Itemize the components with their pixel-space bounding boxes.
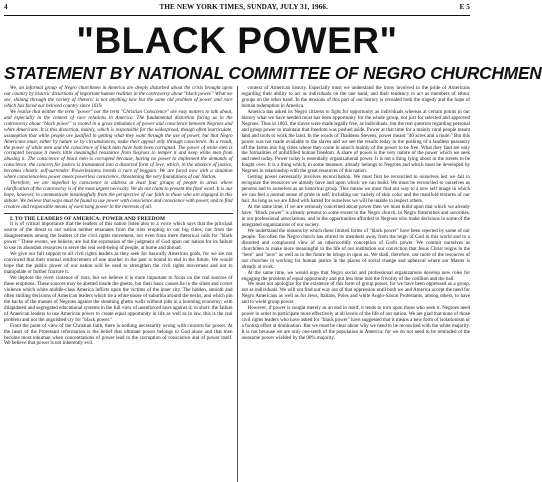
body-paragraph: From the point of view of the Christian faith, there is nothing necessarily wrong with concern for power. At the heart of the Protestant reformation is the belief that ultimate power belongs to God alone and that men become most inhuman when concentrations of power lead to the corruption of conscience and of power itself. We believe that power is not inherently evil. bbox=[4, 322, 233, 347]
headline-subtitle: STATEMENT BY NATIONAL COMMITTEE OF NEGRO CHURCHMEN bbox=[4, 63, 542, 83]
body-paragraph: We must not apologize for the existence of this form of group power, for we have been oppressed as a group, not as individuals. We will not find our way out of that oppression until both we and America accept the need for Negro Americans as well as for Jews, Italians, Poles and white Anglo-Saxon Protestants, among others, to have and to wield group power. bbox=[241, 281, 470, 306]
body-paragraph: We give our full support to all civil rights leaders as they seek for basically American goals, for we are not convinced that their mutual reinforcement of one another in the past is bound to end in the future. We would hope that the public power of our nation will be used to strengthen the civil rights movement and not to manipulate or further fracture it. bbox=[4, 251, 233, 276]
body-paragraph: context of American history. Especially must we understand the irony involved in the pride of Americans regarding their ability to act as individuals on the one hand, and their tendency to act as members of ethnic groups on the other hand. In the tensions of this part of our history is revealed both the tragedy and the hope of human redemption in America. bbox=[241, 85, 470, 109]
body-paragraph: At the same time, if we are seriously concerned about power then we must build upon that which we already have. "Black power" is already present to some extent in the Negro church, in Negro fraternities and sororities, in our professional associations, and in the opportunities afforded to Negroes who make decisions in some of the integrated organizations of our society. bbox=[241, 204, 470, 228]
masthead: THE NEW YORK TIMES, SUNDAY, JULY 31, 1966. bbox=[159, 3, 329, 11]
section-label: E 5 bbox=[459, 3, 470, 11]
body-paragraph: Getting power necessarily involves reconciliation. We must first be reconciled to ourselves lest we fail to recognize the resources we already have and upon which we can build. We must be reconciled to ourselves as persons and to ourselves as an historical group. This means we must find our way to a new self image in which we can feel a normal sense of pride in self, including our variety of skin color and the manifold textures of our hair. As long as we are filled with hatred for ourselves we will be unable to respect others. bbox=[241, 174, 470, 205]
intro-paragraph: We realize that neither the term "power" nor the term "Christian Conscience" are easy matters to talk about, and especially in the context of race relations in America. The fundamental distortion facing us in the controversy about "black power" is rooted in a gross imbalance of power and conscience between Negroes and white Americans. It is this distortion, mainly, which is responsible for the widespread, though often inarticulate, assumption that white people are justified in getting what they want through the use of power, but that Negro Americans must, either by nature or by circumstances, make their appeal only through conscience. As a result, the power of white men and the conscience of black men have both been corrupted. The power of white men is corrupted because it meets little meaningful resistance from Negroes to temper it and keep white men from abusing it. The conscience of black men is corrupted because, having no power to implement the demands of conscience, the concern for justice is transmuted into a distorted form of love, which, in the absence of justice, becomes chaotic self-surrender. Powerlessness breeds a race of beggars. We are faced now with a situation where conscienceless power meets powerless conscience, threatening the very foundations of our Nation. bbox=[4, 108, 233, 181]
intro-block bbox=[4, 86, 233, 211]
intro-paragraph: Therefore, we are impelled by conscience to address at least four groups of people in areas where clarification of the controversy is of the most urgent necessity. We do not claim to present the final word. It is our hope, however, to communicate meaningfully from the perspective of our faith to those who are engaged in this debate. We believe that ways must be found to use power with conscience and conscience with power, and to find creative and responsible means of exercising power in the interests of all. bbox=[4, 180, 233, 211]
section-heading: I. TO THE LEADERS OF AMERICA: POWER AND FREEDOM bbox=[10, 216, 166, 223]
intro-paragraph: We, an informal group of Negro churchmen in America are deeply disturbed about the crisis brought upon our country by historic distortions of important human realities in the controversy about "black power." What we see, shining through the variety of rhetoric is not anything new but the same old problem of power and race which has faced our beloved country since 1619. bbox=[4, 85, 233, 109]
body-paragraph: We deplore the overt violence of riots, but we believe it is more important to focus on the real sources of these eruptions. These sources may be abetted inside the ghetto, but their basic causes lie in the silent and covert violence which white middle-class America inflicts upon the victims of the inner city. The hidden, smooth and often smiling decisions of American leaders which tie a white noose of suburbia around the necks, and which pin the backs of the masses of Negroes against the steaming ghetto walls without jobs in a booming economy; with dilapidated and segregated educational systems in the full view of unenforced laws against it; in short: the failure of American leaders to use American power to create equal opportunity in life as well as in law, this is the real problem and not the anguished cry for "black power." bbox=[4, 275, 233, 323]
newspaper-page bbox=[4, 2, 542, 472]
body-paragraph: At the same time, we would urge that Negro social and professional organizations develop new roles for engaging the problem of equal opportunity and put less time into the frivolity of the cotillion and the ball. bbox=[241, 269, 470, 282]
body-paragraph: America has asked its Negro citizens to fight for opportunity as individuals whereas at certain points in our history what we have needed most has been opportunity for the whole group, not just for selected and approved Negroes. Thus in 1863, the slaves were made legally free, as individuals, but the real question regarding personal and group power to maintain that freedom was pushed aside. Power at that time for a mainly rural people meant land and tools to work the land. In the words of Thaddeus Stevens, power meant "40 acres and a mule." But this power was not made available to the slaves and we see the results today in the pushing of a landless peasantry off the farms into big cities where they come in search mainly of the power to be free. What they find are only the formalities of unfulfilled human freedom. A share of power is the very nature of the power which we seek and need today. Power today is essentially organizational power. It is not a thing lying about in the streets to be fought over. It is a thing which, in some measure, already belongs to Negroes and which must be developed by Negroes in relationship with the great resources of this nation. bbox=[241, 108, 470, 175]
left-column bbox=[4, 86, 238, 482]
section-divider bbox=[4, 213, 233, 214]
body-paragraph: It is of critical importance that the leaders of this nation listen also to a voice which says that the principal source of the threat to our nation neither emanates from the riots erupting in our big cities, nor from the disagreements among the leaders of the civil rights movement, nor even from mere rhetorical calls for "black power." These events, we believe, are but the expression of the judgment of God upon our nation for its failure to use its abundant resources to serve the real well-being of people, at home and abroad. bbox=[4, 221, 233, 252]
running-header bbox=[4, 2, 470, 16]
article-columns bbox=[4, 86, 470, 482]
body-paragraph: However, if power is sought merely as an end in itself, it tends to turn upon those who seek it. Negroes need power in order to participate more effectively at all levels of the life of our nation. We are glad that none of those civil rights leaders who have asked for "black power" have suggested that it means a new form of isolationism or a foolish effort at domination. But we must be clear about why we need to be reconciled with the white majority. It is not because we are only one-tenth of the population in America; for we do not need to be reminded of the awesome power wielded by the 90% majority. bbox=[241, 305, 470, 342]
body-paragraph: We understand the reasons by which these limited forms of "black power" have been rejected by some of our people. Too often the Negro church has stirred its members away from the reign of God in this world and to a distorted and complacent view of an otherworldly conception of God's power. We commit ourselves as churchmen to make more meaningful in the life of our institution our conviction that Jesus Christ reigns in the "here" and "now" as well as in the future he brings in upon us. We shall, therefore, use more of the resources of our churches in working for human justice in the places of social change and upheaval where our Master is already at work. bbox=[241, 227, 470, 270]
headline-title: "BLACK POWER" bbox=[76, 20, 398, 61]
page-number-left: 4 bbox=[4, 3, 8, 11]
right-column bbox=[238, 86, 471, 482]
